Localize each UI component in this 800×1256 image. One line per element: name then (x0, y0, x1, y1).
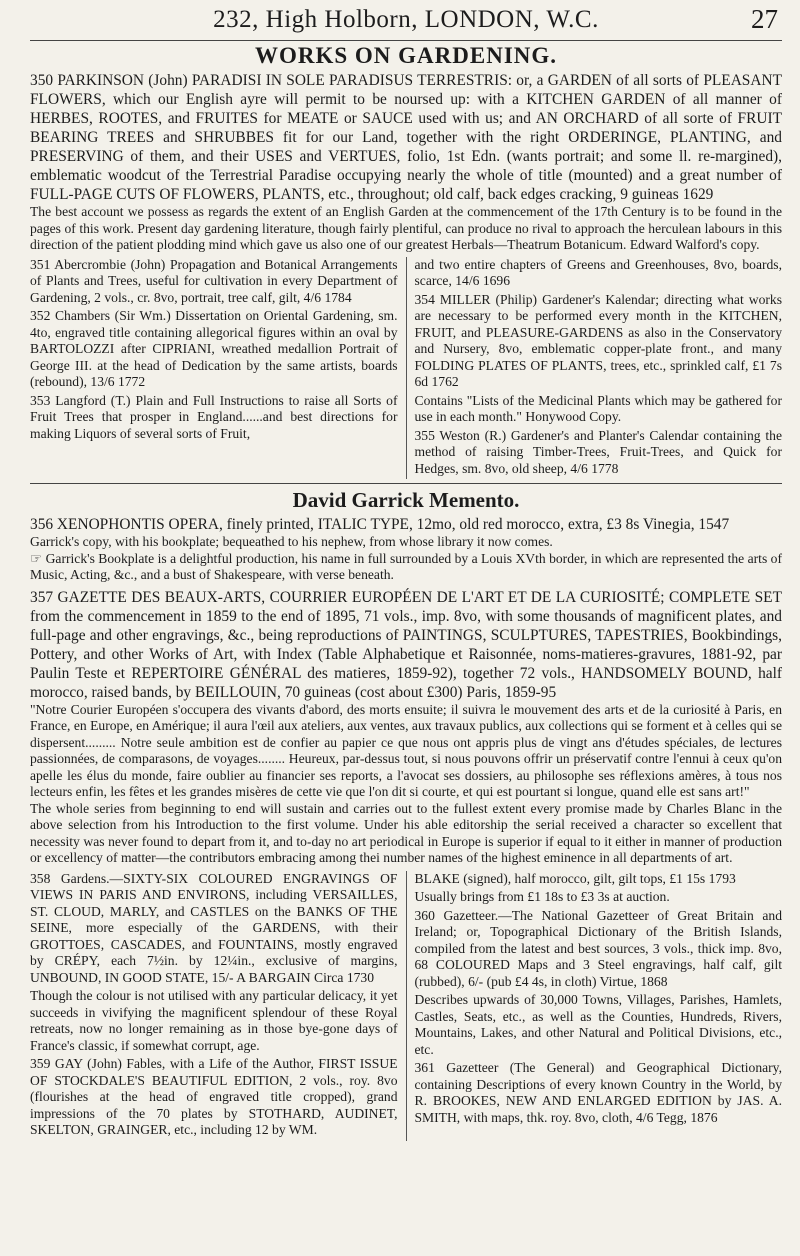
lot-353: 353 Langford (T.) Plain and Full Instructions to raise all Sorts of Fruit Trees that prosper in England......and best directions for making Liquors of several sorts of Fruit, (30, 392, 398, 441)
lot-361: 361 Gazetteer (The General) and Geographical Dictionary, containing Descriptions of every known Country in the World, by R. BROOKES, NEW AND ENLARGED EDITION by JAS. A. SMITH, with maps, thk. roy. 8vo, cloth, 4/6 Tegg, 1876 (414, 1060, 782, 1125)
lot-357: 357 GAZETTE DES BEAUX-ARTS, COURRIER EUROPÉEN DE L'ART ET DE LA CURIOSITÉ; COMPLETE SET from the commencement in 1859 to the end of 1895, 71 vols., imp. 8vo, with some thousands of magnificent plates, and full-page and other engravings, &c., being reproductions of PAINTINGS, SCULPTURES, TAPESTRIES, Bookbindings, Pottery, and other Works of Art, with Index (Table Alphabetique et Raisonnée, noms-matieres-gravures, 1881-92, par Paulin Teste et REPERTOIRE GÉNÉRAL des matieres, 1859-92), together 72 vols., HANDSOMELY BOUND, half morocco, raised bands, by BEILLOUIN, 70 guineas (cost about £300) Paris, 1859-95 (30, 588, 782, 701)
lot-358: 358 Gardens.—SIXTY-SIX COLOURED ENGRAVINGS OF VIEWS IN PARIS AND ENVIRONS, including VERSAILLES, ST. CLOUD, MARLY, and CASTLES on the BANKS OF THE SEINE, more especially of the GARDENS, with their GROTTOES, CASCADES, and FOUNTAINS, mostly engraved by CRÉPY, each 7½in. by 12¼in., exclusive of margins, UNBOUND, IN GOOD STATE, 15/- A BARGAIN Circa 1730 (30, 870, 398, 985)
left-column-1 (30, 257, 398, 480)
lot-358-note: Though the colour is not utilised with any particular delicacy, it yet succeeds in vivifying the magnificent splendour of these Royal retreats, now no longer remaining as in those bye-gone days of France's classic, if somewhat corrupt, age. (30, 988, 398, 1053)
page-header (30, 0, 782, 40)
lot-350: 350 PARKINSON (John) PARADISI IN SOLE PARADISUS TERRESTRIS: or, a GARDEN of all sorts of PLEASANT FLOWERS, which our English ayre will permit to be noursed up: with a KITCHEN GARDEN of all manner of HERBES, ROOTES, and FRUITES for MEATE or SAUCE used with us; and AN ORCHARD of all sorte of FRUIT BEARING TREES and SHRUBBES fit for our Land, together with the right ORDERINGE, PLANTING, and PRESERVING of them, and their USES and VERTUES, folio, 1st Edn. (wants portrait; and some ll. re-margined), emblematic woodcut of the Terrestrial Paradise occupying nearly the whole of title (mounted) and a great number of FULL-PAGE CUTS OF FLOWERS, PLANTS, etc., throughout; old calf, back edges cracking, 9 guineas 1629 (30, 72, 782, 203)
header-rule (30, 40, 782, 41)
lot-357-quote: "Notre Courier Européen s'occupera des vivants d'abord, des morts ensuite; il suivra le mouvement des arts et de la curiosité à Paris, en France, en Europe, en Amérique; il aura l'œil aux ateliers, aux ventes, aux travaux publics, aux collections qui se forment et à celles qui se dispersent......... Notre seule ambition est de confier au papier ce que nous ont appris plus de vingt ans d'études spéciales, de lectures passionnées, de comparasons, de voyages........ Heureux, par-dessus tout, si nous pouvons offrir un préservatif contre l'ennui à ceux qu'on apelle les élus du monde, faire oublier au financier ses reports, a l'avocat ses dossiers, au philosophe ses réflexions amères, à tous nos lecteurs enfin, les fêtes et les grandes misères de cette vie que l'on dit si courte, et qui est pourtant si longue, quand elle est sans art!" (30, 701, 782, 799)
lot-354: 354 MILLER (Philip) Gardener's Kalendar; directing what works are necessary to be performed every month in the KITCHEN, FRUIT, and PLEASURE-GARDENS as also in the Conservatory and Nursery, 8vo, emblematic copper-plate front., and many FOLDING PLATES OF PLANTS, trees, etc., sprinkled calf, £1 7s 6d 1762 (414, 291, 782, 389)
lot-356: 356 XENOPHONTIS OPERA, finely printed, ITALIC TYPE, 12mo, old red morocco, extra, £3 8s Vinegia, 1547 (30, 516, 730, 533)
lot-356-note-2: ☞ Garrick's Bookplate is a delightful production, his name in full surrounded by a Louis XVth border, in which are represented the arts of Music, Acting, &c., and a bust of Shakespeare, with verse beneath. (30, 550, 782, 582)
two-column-block-2 (30, 871, 782, 1141)
column-divider-2 (406, 871, 407, 1141)
lot-360: 360 Gazetteer.—The National Gazetteer of Great Britain and Ireland; or, Topographical Dictionary of the British Islands, compiled from the latest and best sources, 3 vols., thick imp. 8vo, 68 COLOURED Maps and 3 Steel engravings, half calf, gilt (rubbed), 6/- (pub £4 4s, in cloth) Virtue, 1868 (414, 907, 782, 989)
two-column-block-1 (30, 257, 782, 480)
section-rule (30, 483, 782, 484)
lot-359: 359 GAY (John) Fables, with a Life of the Author, FIRST ISSUE OF STOCKDALE'S BEAUTIFUL EDITION, 2 vols., roy. 8vo (flourishes at the head of engraved title cropped), grand impressions of the 70 plates by STOTHARD, AUDINET, SKELTON, GRAINGER, etc., including 12 by WM. (30, 1056, 398, 1137)
lot-360-note: Describes upwards of 30,000 Towns, Villages, Parishes, Hamlets, Castles, Seats, etc., as well as the Counties, Hundreds, Rivers, Mountains, Lakes, and other Natural and Political Divisions, etc., etc. (414, 992, 782, 1057)
column-divider (406, 257, 407, 480)
lot-355: 355 Weston (R.) Gardener's and Planter's Calendar containing the method of raising Timber-Trees, Fruit-Trees, and Quick for Hedges, sm. 8vo, old sheep, 4/6 1778 (414, 427, 782, 476)
lot-354-note: Contains "Lists of the Medicinal Plants which may be gathered for use in each month." Honywood Copy. (414, 392, 782, 424)
right-column-1 (415, 257, 783, 480)
page-number: 27 (751, 4, 778, 34)
lot-350-note: The best account we possess as regards the extent of an English Garden at the commencement of the 17th Century is to be found in the pages of this work. Present day gardening literature, though fairly plentiful, can produce no rival to approach the herculean labours in this direction of the patient plodding mind which gave us also one of our greatest Herbals—Theatrum Botanicum. Edward Walford's copy. (30, 204, 782, 252)
catalogue-page (30, 0, 782, 1256)
lot-352: 352 Chambers (Sir Wm.) Dissertation on Oriental Gardening, sm. 4to, engraved title containing allegorical figures within an oval by BARTOLOZZI after CIPRIANI, wreathed medallion Portrait of George III. at the head of Dedication by the same artists, boards (rebound), 13/6 1772 (30, 308, 398, 389)
lot-351: 351 Abercrombie (John) Propagation and Botanical Arrangements of Plants and Trees, useful for cultivation in every Department of Gardening, 2 vols., cr. 8vo, portrait, tree calf, gilt, 4/6 1784 (30, 256, 398, 305)
lot-353-continued: and two entire chapters of Greens and Greenhouses, 8vo, boards, scarce, 14/6 1696 (414, 256, 782, 288)
left-column-2 (30, 871, 398, 1141)
lot-359-continued: BLAKE (signed), half morocco, gilt, gilt tops, £1 15s 1793 (414, 870, 736, 886)
section-title: WORKS ON GARDENING. (254, 43, 558, 68)
lot-356-note-1: Garrick's copy, with his bookplate; bequeathed to his nephew, from whose library it now comes. (30, 534, 553, 549)
page-header-title: 232, High Holborn, LONDON, W.C. (213, 6, 599, 33)
garrick-heading: David Garrick Memento. (292, 488, 520, 512)
lot-357-note: The whole series from beginning to end will sustain and carries out to the fullest extent every promise made by Charles Blanc in the above selection from his Introduction to the first volume. Under his able editorship the serial received a character so excellent that necessity was never found to depart from it, and to-day no art periodical in Europe is superior if equal to it either in manner of production or excellency of matter—the contributors embracing among thei number names of the highest eminence in all departments of art. (30, 800, 782, 865)
lot-359-note: Usually brings from £1 18s to £3 3s at auction. (414, 889, 670, 904)
right-column-2 (415, 871, 783, 1141)
